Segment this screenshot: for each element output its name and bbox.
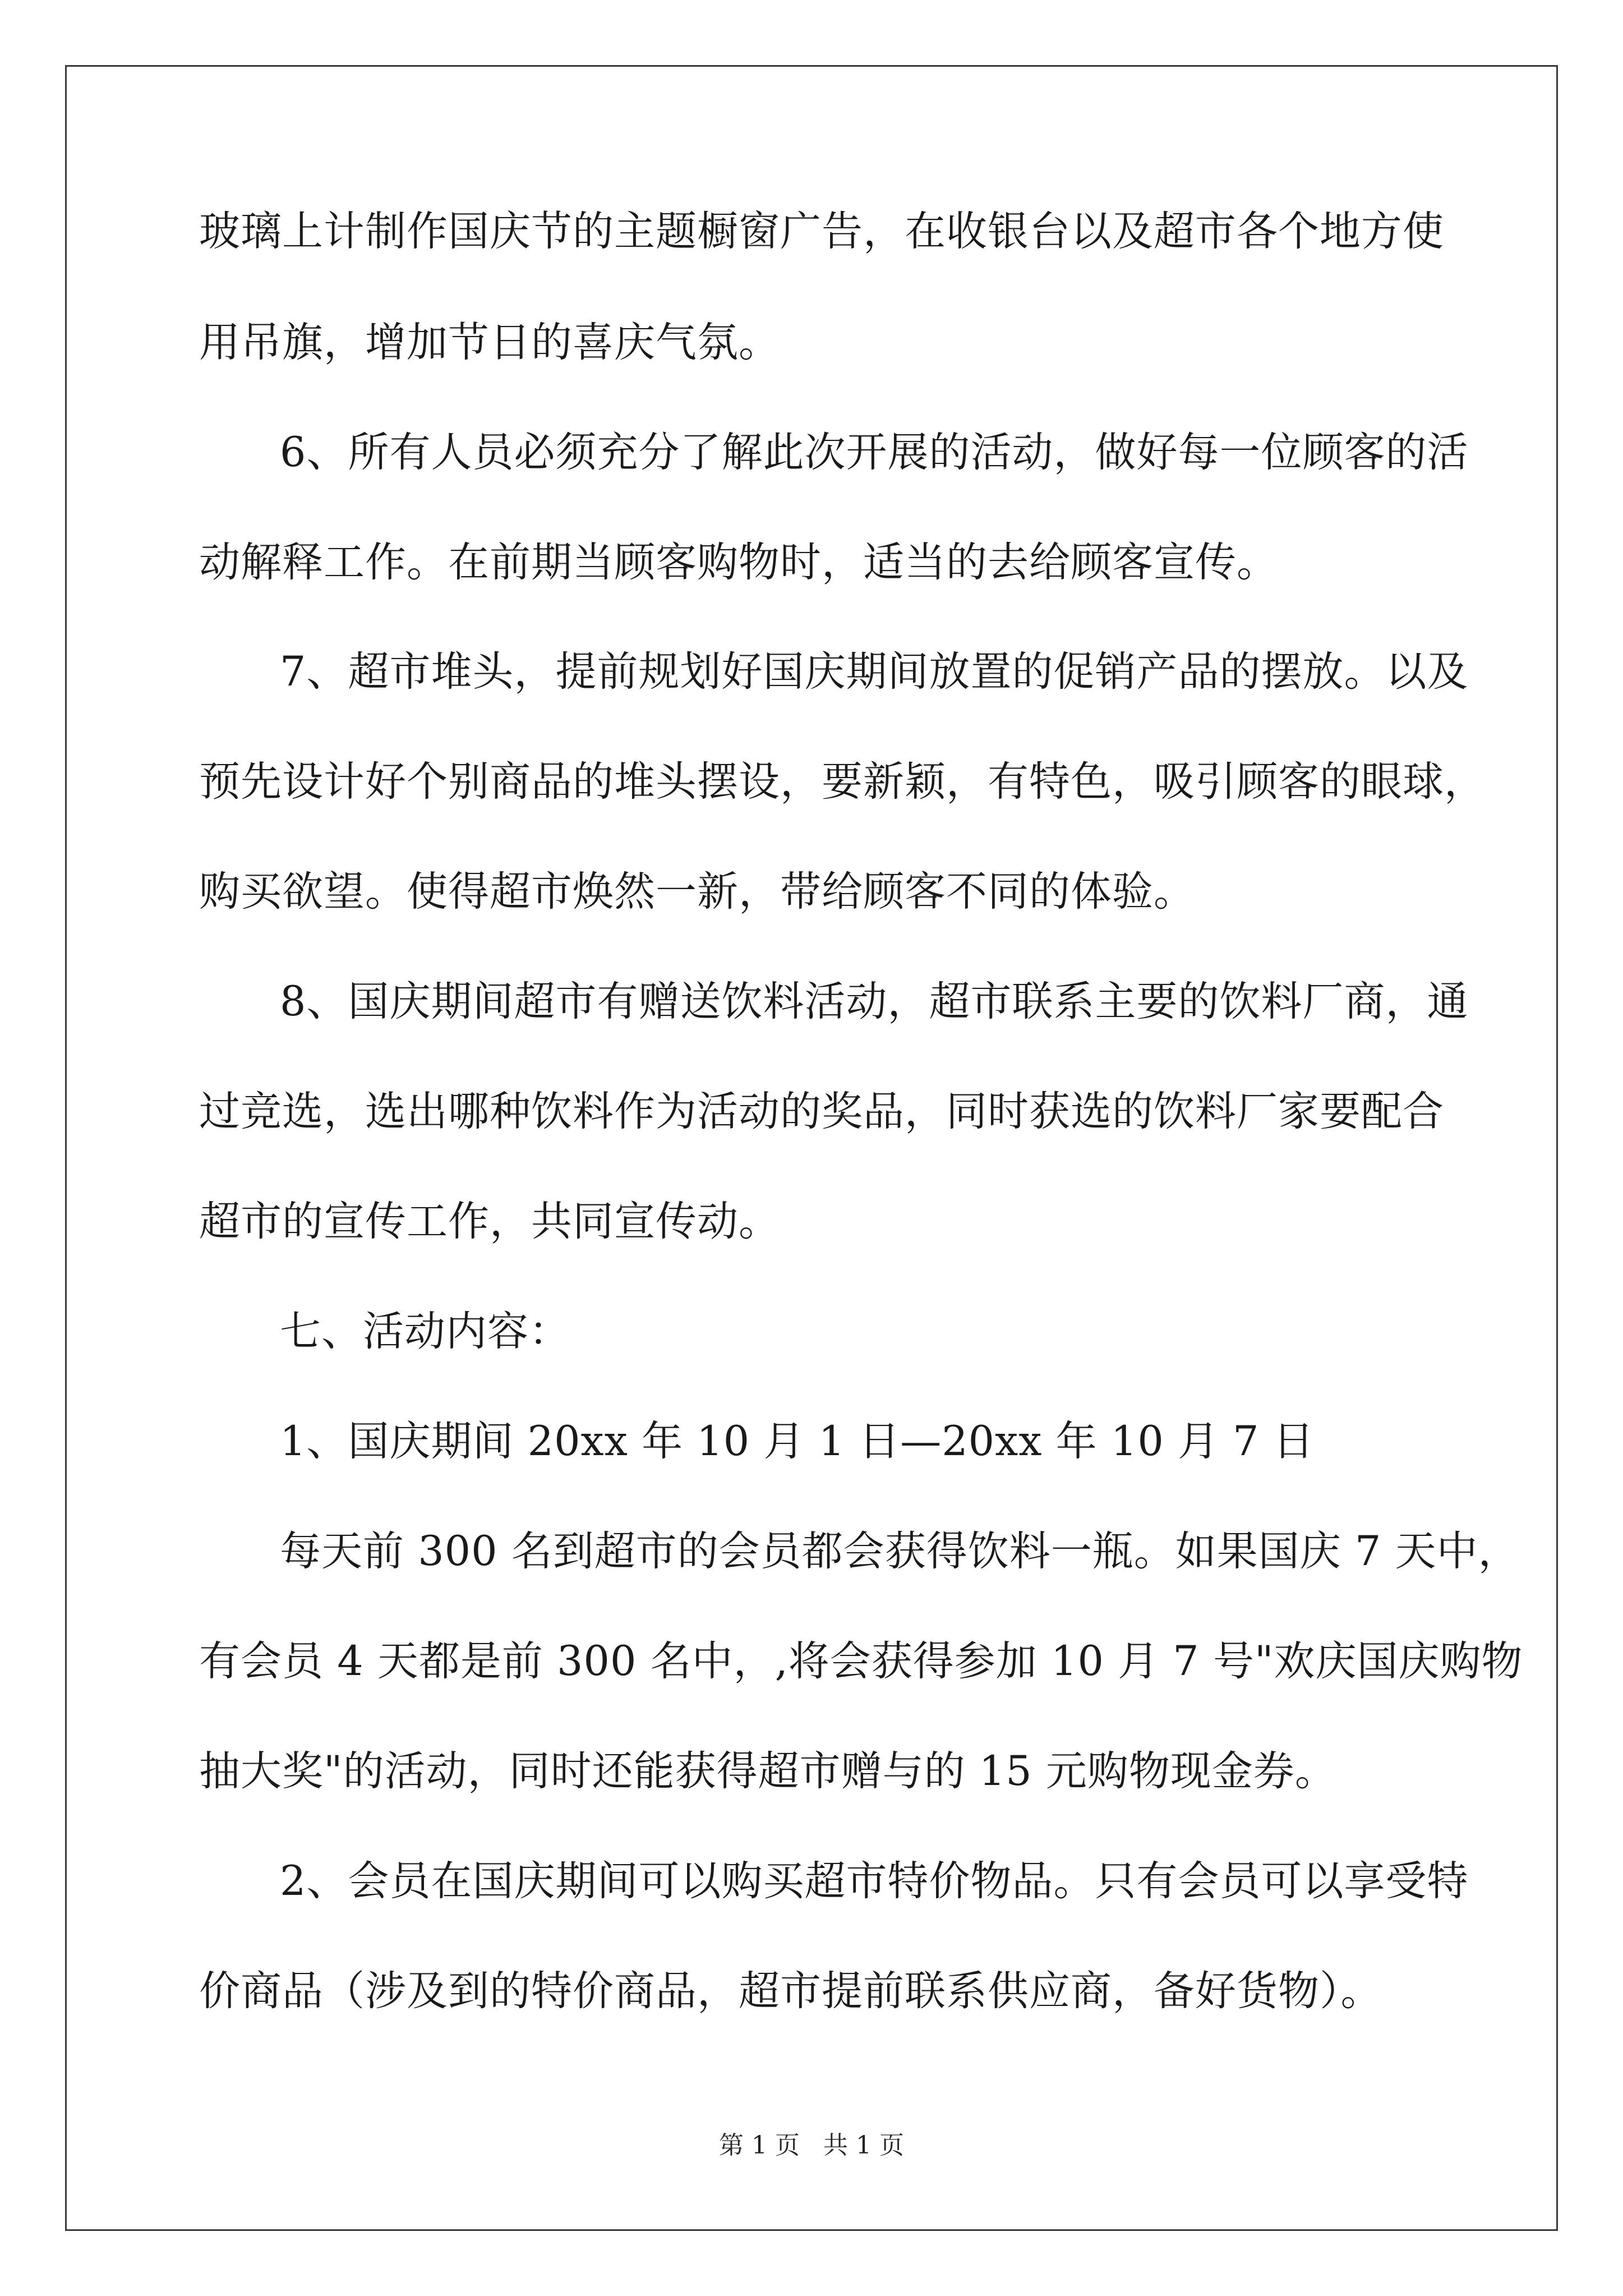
page-border [65, 65, 1558, 2231]
text-line: 用吊旗，增加节日的喜庆气氛。 [199, 319, 780, 366]
text-line: 6、所有人员必须充分了解此次开展的活动，做好每一位顾客的活 [280, 429, 1469, 476]
text-line: 预先设计好个别商品的堆头摆设，要新颖，有特色，吸引顾客的眼球， [199, 758, 1486, 806]
text-line: 动解释工作。在前期当顾客购物时，适当的去给顾客宣传。 [199, 539, 1278, 586]
text-line: 过竞选，选出哪种饮料作为活动的奖品，同时获选的饮料厂家要配合 [199, 1088, 1444, 1135]
text-line: 有会员 4 天都是前 300 名中，,将会获得参加 10 月 7 号"欢庆国庆购物 [199, 1637, 1523, 1685]
text-line: 价商品（涉及到的特价商品，超市提前联系供应商，备好货物）。 [199, 1967, 1382, 2015]
text-line: 2、会员在国庆期间可以购买超市特价物品。只有会员可以享受特 [280, 1857, 1469, 1905]
section-heading: 七、活动内容： [280, 1308, 570, 1355]
text-line: 超市的宣传工作，共同宣传动。 [199, 1198, 780, 1245]
text-line: 1、国庆期间 20xx 年 10 月 1 日—20xx 年 10 月 7 日 [280, 1418, 1315, 1465]
text-line: 8、国庆期间超市有赠送饮料活动，超市联系主要的饮料厂商，通 [280, 978, 1469, 1025]
text-line: 玻璃上计制作国庆节的主题橱窗广告，在收银台以及超市各个地方使 [199, 208, 1444, 255]
text-line: 7、超市堆头，提前规划好国庆期间放置的促销产品的摆放。以及 [280, 648, 1469, 696]
page-footer: 第 1 页 共 1 页 [719, 2131, 904, 2160]
text-line: 每天前 300 名到超市的会员都会获得饮料一瓶。如果国庆 7 天中， [280, 1527, 1520, 1575]
text-line: 购买欲望。使得超市焕然一新，带给顾客不同的体验。 [199, 868, 1195, 915]
text-line: 抽大奖"的活动，同时还能获得超市赠与的 15 元购物现金券。 [199, 1747, 1336, 1795]
